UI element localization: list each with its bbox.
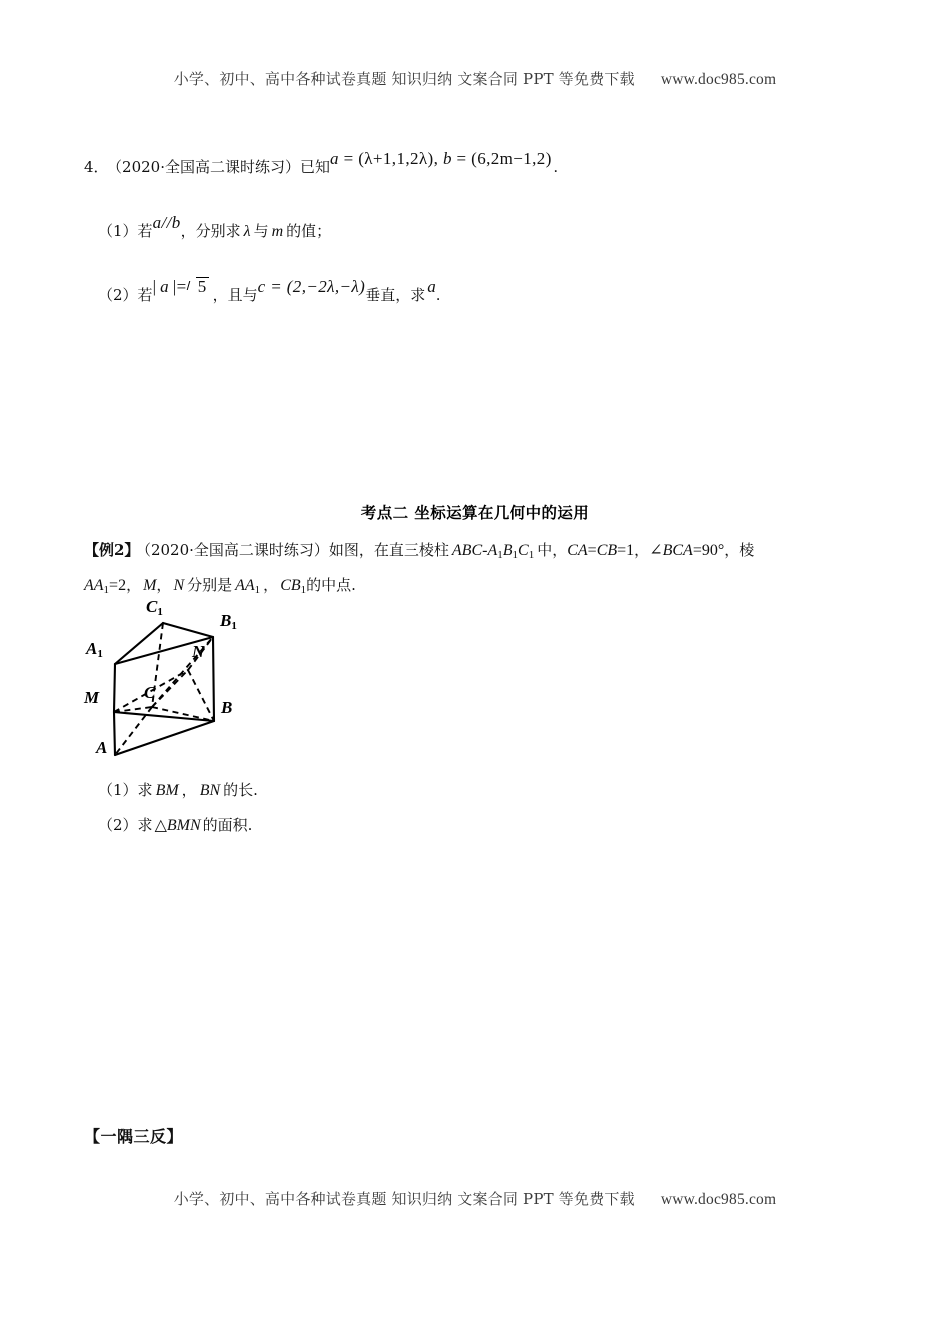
footer-watermark-chinese-text: 小学、初中、高中各种试卷真题 知识归纳 文案合同 PPT 等免费下载 bbox=[173, 1190, 635, 1208]
ex2-q2-triangle-bmn: △BMN bbox=[154, 817, 201, 834]
prism-name: ABC-A1B1C1 bbox=[451, 542, 535, 561]
example-2-line1-a: 如图，在直三棱柱 bbox=[328, 541, 449, 559]
example-2-line-1 bbox=[84, 543, 754, 561]
question-4-formula: a = (λ+1,1,2λ), b = (6,2m−1,2) bbox=[330, 149, 552, 168]
condition-angle-bca: ∠BCA=90° bbox=[649, 542, 725, 559]
part-1-variable-m: m bbox=[271, 223, 284, 240]
example-2-line1-d: ，棱 bbox=[724, 541, 755, 559]
vertex-label-A: A bbox=[96, 738, 108, 757]
sqrt-5: 5 bbox=[187, 277, 209, 295]
question-4-source: （2020·全国高二课时练习） bbox=[114, 158, 300, 176]
ex2-q1-verb: 求 bbox=[137, 781, 153, 799]
point-n: N bbox=[173, 577, 185, 594]
example-2-line1-b: 中， bbox=[537, 541, 568, 559]
vertex-label-A1-subscript: 1 bbox=[97, 648, 103, 660]
segment-cb1: CB1 bbox=[280, 577, 307, 596]
ex2-q1-target-bn: BN bbox=[199, 782, 221, 799]
question-4-number: 4． bbox=[84, 158, 109, 176]
part-1-text-pre: ，分别求 bbox=[180, 222, 241, 240]
vertex-label-M: M bbox=[84, 688, 100, 707]
point-m: M bbox=[143, 577, 157, 594]
vector-b-value: (6,2m−1,2) bbox=[471, 149, 552, 168]
footer-watermark bbox=[0, 1188, 950, 1209]
question-4-lead: 已知 bbox=[300, 158, 331, 176]
header-watermark bbox=[0, 68, 950, 89]
section-heading-kaodian-2: 考点二 坐标运算在几何中的运用 bbox=[360, 504, 590, 522]
ex2-q1-sep: ， bbox=[181, 781, 197, 799]
ex2-q1-label: （1） bbox=[98, 781, 138, 799]
solid-edge-A-B bbox=[115, 721, 214, 755]
vertex-label-B: B bbox=[221, 698, 233, 717]
watermark-chinese-text: 小学、初中、高中各种试卷真题 知识归纳 文案合同 PPT 等免费下载 bbox=[173, 70, 635, 88]
solid-edge-A1-M bbox=[114, 664, 115, 712]
example-2-tag: 【例2】 bbox=[84, 541, 140, 559]
example-2-question-2 bbox=[98, 818, 252, 834]
condition-ca-cb: CA=CB=1 bbox=[567, 542, 635, 559]
yiyu-sanfan-heading: 【一隅三反】 bbox=[84, 1127, 184, 1146]
example-2-line2-d: 分别是 bbox=[187, 576, 233, 594]
vertex-label-C: C bbox=[144, 683, 156, 702]
ex2-q2-tail: 的面积. bbox=[202, 816, 253, 834]
dashed-edge-M-C bbox=[114, 707, 152, 712]
part-1-text-post: 的值； bbox=[286, 222, 332, 240]
example-2-line2-e: ， bbox=[263, 576, 279, 594]
part-1-text-mid: 与 bbox=[253, 222, 269, 240]
solid-edge-M-A bbox=[114, 712, 115, 755]
ex2-q2-verb: 求 bbox=[137, 816, 153, 834]
vertex-label-C1: C1 bbox=[146, 600, 163, 618]
ex2-q1-tail: 的长. bbox=[223, 781, 258, 799]
solid-edge-M-B bbox=[114, 712, 214, 721]
prism-figure bbox=[70, 600, 330, 780]
part-2-prefix: 若 bbox=[137, 286, 153, 304]
question-4-stem bbox=[84, 149, 558, 176]
segment-aa1: AA1 bbox=[235, 577, 261, 596]
ex2-q2-label: （2） bbox=[98, 816, 138, 834]
question-4-part-2 bbox=[98, 277, 441, 304]
ex2-q1-target-bm: BM bbox=[155, 782, 179, 799]
dashed-edge-C-N bbox=[152, 670, 188, 707]
vertex-label-B1-subscript: 1 bbox=[231, 620, 237, 632]
footer-watermark-url: www.doc985.com bbox=[660, 1191, 777, 1208]
vertex-label-C1-subscript: 1 bbox=[157, 606, 163, 618]
vector-a-value: (λ+1,1,2λ) bbox=[358, 149, 434, 168]
vector-a-name: a bbox=[330, 149, 339, 168]
part-1-label: （1） bbox=[98, 222, 138, 240]
part-2-label: （2） bbox=[98, 286, 138, 304]
prism-diagram-svg bbox=[70, 600, 330, 780]
solid-edge-C1-B1 bbox=[163, 623, 213, 637]
part-2-post-text: 垂直，求 bbox=[365, 286, 426, 304]
part-1-variable-lambda: λ bbox=[243, 223, 251, 240]
part-1-prefix: 若 bbox=[137, 222, 153, 240]
example-2-line-2 bbox=[84, 578, 356, 596]
question-4-period: . bbox=[553, 159, 558, 176]
watermark-url: www.doc985.com bbox=[660, 71, 777, 88]
part-2-mid-text: ，且与 bbox=[212, 286, 258, 304]
part-2-ask-vector: a bbox=[427, 277, 437, 296]
example-2-line2-f: 的中点. bbox=[306, 576, 356, 594]
solid-edge-B-B1 bbox=[213, 637, 214, 721]
condition-aa1: AA1=2 bbox=[84, 577, 127, 596]
example-2-line2-c: ， bbox=[156, 576, 172, 594]
part-1-condition: a//b bbox=[152, 213, 181, 232]
part-2-vector-c: c = (2,−2λ,−λ) bbox=[257, 277, 366, 296]
part-2-condition-magnitude: | a |= 5 bbox=[152, 277, 207, 296]
vertex-label-N: N bbox=[192, 642, 205, 661]
part-2-period: . bbox=[436, 287, 441, 304]
example-2-source: （2020·全国高二课时练习） bbox=[143, 541, 329, 559]
dashed-edge-N-B bbox=[188, 670, 214, 721]
vector-b-name: b bbox=[442, 149, 452, 168]
example-2-line2-b: ， bbox=[126, 576, 142, 594]
vertex-label-B1: B1 bbox=[220, 611, 237, 632]
example-2-line1-c: ， bbox=[634, 541, 650, 559]
question-4-part-1 bbox=[98, 213, 332, 240]
vertex-label-A1: A1 bbox=[86, 639, 103, 660]
example-2-question-1 bbox=[98, 783, 258, 799]
